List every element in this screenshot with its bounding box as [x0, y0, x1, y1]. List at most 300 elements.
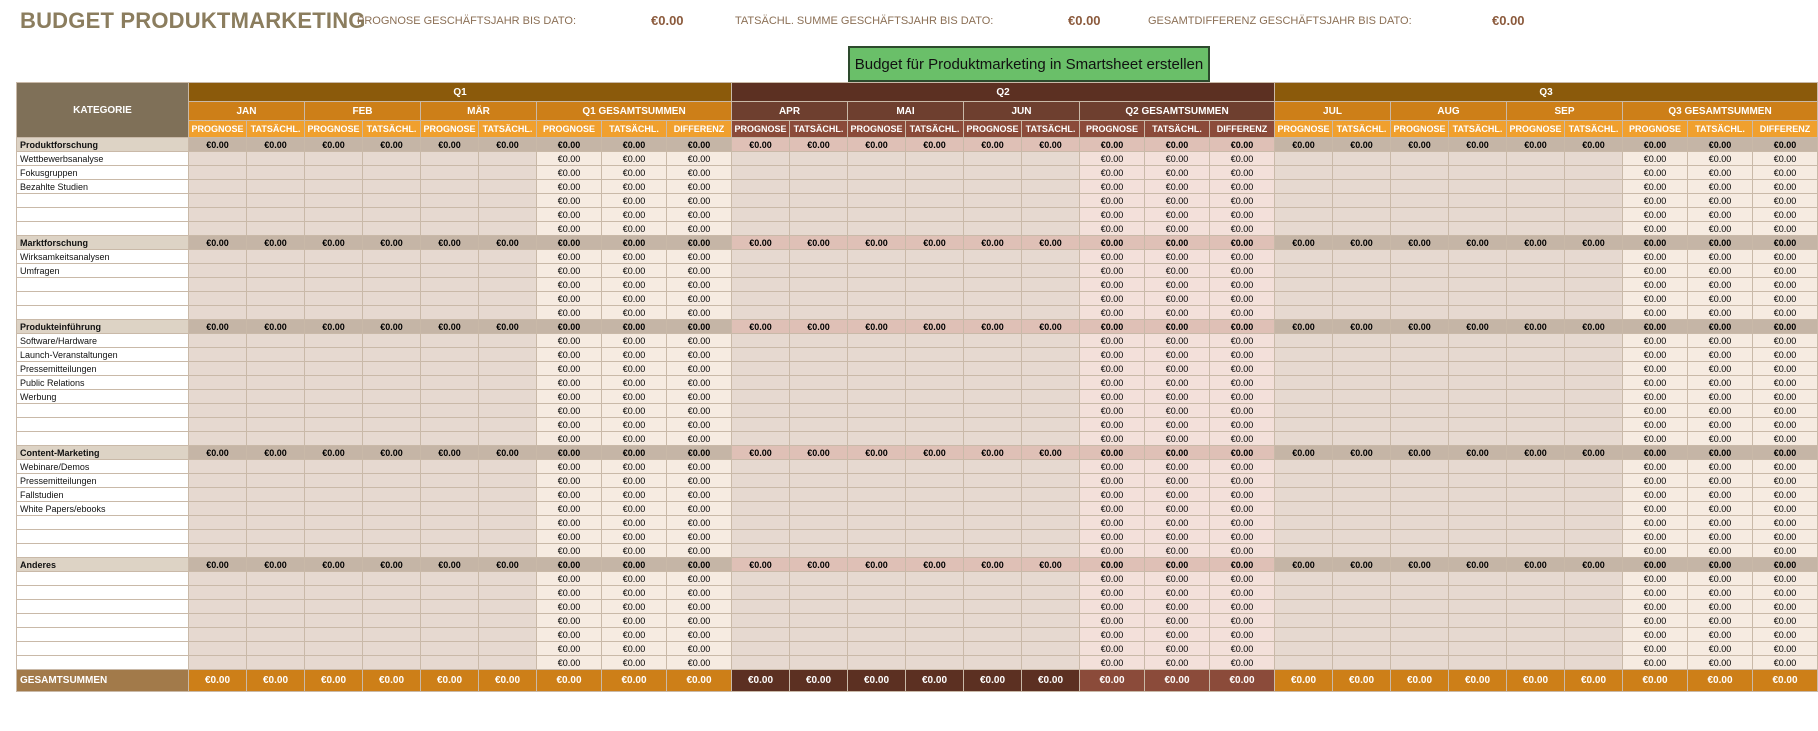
month-input-cell[interactable]: [790, 180, 848, 194]
month-input-cell[interactable]: [479, 474, 537, 488]
month-input-cell[interactable]: [1449, 264, 1507, 278]
month-input-cell[interactable]: [305, 628, 363, 642]
month-input-cell[interactable]: [247, 488, 305, 502]
month-input-cell[interactable]: [1449, 348, 1507, 362]
month-input-cell[interactable]: [1333, 222, 1391, 236]
month-input-cell[interactable]: [848, 572, 906, 586]
month-input-cell[interactable]: [189, 264, 247, 278]
category-value-cell[interactable]: €0.00: [732, 446, 790, 460]
month-input-cell[interactable]: [1507, 572, 1565, 586]
month-input-cell[interactable]: [1565, 166, 1623, 180]
month-input-cell[interactable]: [1391, 152, 1449, 166]
month-input-cell[interactable]: [1333, 418, 1391, 432]
month-input-cell[interactable]: [964, 600, 1022, 614]
month-input-cell[interactable]: [305, 362, 363, 376]
month-input-cell[interactable]: [1507, 418, 1565, 432]
category-value-cell[interactable]: €0.00: [1507, 320, 1565, 334]
month-input-cell[interactable]: [848, 292, 906, 306]
category-value-cell[interactable]: €0.00: [1449, 558, 1507, 572]
month-input-cell[interactable]: [1449, 404, 1507, 418]
category-value-cell[interactable]: €0.00: [1449, 138, 1507, 152]
month-input-cell[interactable]: [964, 516, 1022, 530]
month-input-cell[interactable]: [848, 642, 906, 656]
month-input-cell[interactable]: [732, 600, 790, 614]
month-input-cell[interactable]: [906, 208, 964, 222]
month-input-cell[interactable]: [1022, 614, 1080, 628]
month-input-cell[interactable]: [1022, 642, 1080, 656]
month-input-cell[interactable]: [1507, 502, 1565, 516]
month-input-cell[interactable]: [247, 474, 305, 488]
month-input-cell[interactable]: [732, 348, 790, 362]
month-input-cell[interactable]: [1333, 376, 1391, 390]
month-input-cell[interactable]: [189, 390, 247, 404]
category-value-cell[interactable]: €0.00: [1145, 558, 1210, 572]
month-input-cell[interactable]: [1507, 460, 1565, 474]
month-input-cell[interactable]: [479, 488, 537, 502]
category-value-cell[interactable]: €0.00: [1022, 558, 1080, 572]
month-input-cell[interactable]: [848, 544, 906, 558]
month-input-cell[interactable]: [790, 404, 848, 418]
month-input-cell[interactable]: [1333, 362, 1391, 376]
month-input-cell[interactable]: [906, 432, 964, 446]
category-value-cell[interactable]: €0.00: [1145, 446, 1210, 460]
month-input-cell[interactable]: [1391, 334, 1449, 348]
month-input-cell[interactable]: [1333, 166, 1391, 180]
month-input-cell[interactable]: [1022, 334, 1080, 348]
month-input-cell[interactable]: [363, 390, 421, 404]
month-input-cell[interactable]: [732, 376, 790, 390]
month-input-cell[interactable]: [1449, 292, 1507, 306]
month-input-cell[interactable]: [790, 586, 848, 600]
month-input-cell[interactable]: [790, 516, 848, 530]
month-input-cell[interactable]: [1565, 432, 1623, 446]
month-input-cell[interactable]: [363, 502, 421, 516]
month-input-cell[interactable]: [1449, 432, 1507, 446]
month-input-cell[interactable]: [1565, 208, 1623, 222]
category-value-cell[interactable]: €0.00: [1753, 558, 1818, 572]
month-input-cell[interactable]: [1507, 614, 1565, 628]
category-value-cell[interactable]: €0.00: [1391, 320, 1449, 334]
month-input-cell[interactable]: [479, 418, 537, 432]
month-input-cell[interactable]: [1275, 642, 1333, 656]
month-input-cell[interactable]: [732, 488, 790, 502]
month-input-cell[interactable]: [906, 628, 964, 642]
month-input-cell[interactable]: [790, 390, 848, 404]
category-value-cell[interactable]: €0.00: [247, 138, 305, 152]
month-input-cell[interactable]: [479, 152, 537, 166]
month-input-cell[interactable]: [1275, 474, 1333, 488]
month-input-cell[interactable]: [906, 418, 964, 432]
month-input-cell[interactable]: [1507, 348, 1565, 362]
month-input-cell[interactable]: [189, 572, 247, 586]
category-value-cell[interactable]: €0.00: [667, 558, 732, 572]
month-input-cell[interactable]: [1333, 488, 1391, 502]
month-input-cell[interactable]: [363, 376, 421, 390]
month-input-cell[interactable]: [479, 656, 537, 670]
month-input-cell[interactable]: [421, 180, 479, 194]
item-label[interactable]: Pressemitteilungen: [17, 474, 189, 488]
category-value-cell[interactable]: €0.00: [906, 138, 964, 152]
category-value-cell[interactable]: €0.00: [1753, 446, 1818, 460]
month-input-cell[interactable]: [363, 656, 421, 670]
month-input-cell[interactable]: [906, 586, 964, 600]
month-input-cell[interactable]: [1022, 460, 1080, 474]
month-input-cell[interactable]: [479, 362, 537, 376]
item-label[interactable]: Bezahlte Studien: [17, 180, 189, 194]
category-value-cell[interactable]: €0.00: [1145, 138, 1210, 152]
category-value-cell[interactable]: €0.00: [1623, 446, 1688, 460]
item-label[interactable]: Werbung: [17, 390, 189, 404]
category-value-cell[interactable]: €0.00: [421, 558, 479, 572]
month-input-cell[interactable]: [189, 600, 247, 614]
month-input-cell[interactable]: [848, 208, 906, 222]
month-input-cell[interactable]: [790, 488, 848, 502]
month-input-cell[interactable]: [1507, 362, 1565, 376]
month-input-cell[interactable]: [1507, 488, 1565, 502]
category-value-cell[interactable]: €0.00: [363, 558, 421, 572]
category-value-cell[interactable]: €0.00: [537, 558, 602, 572]
month-input-cell[interactable]: [1391, 656, 1449, 670]
month-input-cell[interactable]: [1333, 614, 1391, 628]
item-label[interactable]: [17, 418, 189, 432]
month-input-cell[interactable]: [1333, 180, 1391, 194]
month-input-cell[interactable]: [964, 432, 1022, 446]
category-value-cell[interactable]: €0.00: [1507, 446, 1565, 460]
month-input-cell[interactable]: [1565, 474, 1623, 488]
month-input-cell[interactable]: [1275, 502, 1333, 516]
month-input-cell[interactable]: [363, 516, 421, 530]
month-input-cell[interactable]: [790, 460, 848, 474]
category-value-cell[interactable]: €0.00: [1565, 320, 1623, 334]
month-input-cell[interactable]: [1507, 222, 1565, 236]
month-input-cell[interactable]: [1565, 194, 1623, 208]
month-input-cell[interactable]: [1565, 292, 1623, 306]
month-input-cell[interactable]: [1565, 628, 1623, 642]
month-input-cell[interactable]: [363, 166, 421, 180]
month-input-cell[interactable]: [363, 460, 421, 474]
item-label[interactable]: [17, 306, 189, 320]
category-value-cell[interactable]: €0.00: [479, 558, 537, 572]
month-input-cell[interactable]: [1391, 250, 1449, 264]
month-input-cell[interactable]: [964, 362, 1022, 376]
month-input-cell[interactable]: [1275, 628, 1333, 642]
month-input-cell[interactable]: [479, 348, 537, 362]
month-input-cell[interactable]: [1565, 460, 1623, 474]
month-input-cell[interactable]: [363, 278, 421, 292]
month-input-cell[interactable]: [790, 642, 848, 656]
month-input-cell[interactable]: [1565, 264, 1623, 278]
month-input-cell[interactable]: [189, 628, 247, 642]
month-input-cell[interactable]: [479, 432, 537, 446]
month-input-cell[interactable]: [906, 264, 964, 278]
month-input-cell[interactable]: [363, 222, 421, 236]
month-input-cell[interactable]: [421, 614, 479, 628]
category-value-cell[interactable]: €0.00: [1623, 320, 1688, 334]
month-input-cell[interactable]: [421, 292, 479, 306]
month-input-cell[interactable]: [848, 404, 906, 418]
month-input-cell[interactable]: [1275, 600, 1333, 614]
month-input-cell[interactable]: [1275, 194, 1333, 208]
month-input-cell[interactable]: [1565, 502, 1623, 516]
item-label[interactable]: [17, 278, 189, 292]
month-input-cell[interactable]: [906, 656, 964, 670]
month-input-cell[interactable]: [964, 152, 1022, 166]
month-input-cell[interactable]: [1275, 656, 1333, 670]
month-input-cell[interactable]: [1022, 600, 1080, 614]
month-input-cell[interactable]: [732, 432, 790, 446]
month-input-cell[interactable]: [1275, 362, 1333, 376]
month-input-cell[interactable]: [363, 628, 421, 642]
month-input-cell[interactable]: [1333, 152, 1391, 166]
month-input-cell[interactable]: [363, 642, 421, 656]
category-value-cell[interactable]: €0.00: [1275, 138, 1333, 152]
month-input-cell[interactable]: [247, 586, 305, 600]
month-input-cell[interactable]: [189, 348, 247, 362]
category-value-cell[interactable]: €0.00: [1022, 320, 1080, 334]
month-input-cell[interactable]: [479, 194, 537, 208]
month-input-cell[interactable]: [305, 488, 363, 502]
month-input-cell[interactable]: [421, 278, 479, 292]
month-input-cell[interactable]: [848, 474, 906, 488]
month-input-cell[interactable]: [1391, 516, 1449, 530]
item-label[interactable]: Fokusgruppen: [17, 166, 189, 180]
category-value-cell[interactable]: €0.00: [1565, 446, 1623, 460]
month-input-cell[interactable]: [1391, 488, 1449, 502]
month-input-cell[interactable]: [363, 432, 421, 446]
category-value-cell[interactable]: €0.00: [363, 320, 421, 334]
category-value-cell[interactable]: €0.00: [906, 320, 964, 334]
month-input-cell[interactable]: [1333, 656, 1391, 670]
category-value-cell[interactable]: €0.00: [247, 558, 305, 572]
month-input-cell[interactable]: [363, 334, 421, 348]
category-value-cell[interactable]: €0.00: [1507, 558, 1565, 572]
month-input-cell[interactable]: [1022, 222, 1080, 236]
item-label[interactable]: [17, 530, 189, 544]
month-input-cell[interactable]: [479, 530, 537, 544]
category-value-cell[interactable]: €0.00: [189, 320, 247, 334]
category-value-cell[interactable]: €0.00: [1080, 446, 1145, 460]
category-value-cell[interactable]: €0.00: [602, 138, 667, 152]
month-input-cell[interactable]: [1391, 474, 1449, 488]
month-input-cell[interactable]: [964, 656, 1022, 670]
category-value-cell[interactable]: €0.00: [1507, 138, 1565, 152]
category-value-cell[interactable]: €0.00: [1210, 236, 1275, 250]
category-value-cell[interactable]: €0.00: [1275, 446, 1333, 460]
month-input-cell[interactable]: [1565, 404, 1623, 418]
month-input-cell[interactable]: [1507, 390, 1565, 404]
category-value-cell[interactable]: €0.00: [1688, 236, 1753, 250]
month-input-cell[interactable]: [247, 530, 305, 544]
month-input-cell[interactable]: [421, 586, 479, 600]
month-input-cell[interactable]: [1391, 432, 1449, 446]
category-value-cell[interactable]: €0.00: [189, 446, 247, 460]
month-input-cell[interactable]: [305, 348, 363, 362]
category-value-cell[interactable]: €0.00: [1449, 320, 1507, 334]
month-input-cell[interactable]: [848, 628, 906, 642]
month-input-cell[interactable]: [1449, 572, 1507, 586]
month-input-cell[interactable]: [790, 278, 848, 292]
month-input-cell[interactable]: [906, 474, 964, 488]
month-input-cell[interactable]: [1022, 628, 1080, 642]
month-input-cell[interactable]: [305, 376, 363, 390]
month-input-cell[interactable]: [906, 488, 964, 502]
month-input-cell[interactable]: [247, 516, 305, 530]
item-label[interactable]: [17, 404, 189, 418]
month-input-cell[interactable]: [479, 390, 537, 404]
month-input-cell[interactable]: [848, 194, 906, 208]
month-input-cell[interactable]: [1275, 292, 1333, 306]
month-input-cell[interactable]: [1275, 614, 1333, 628]
month-input-cell[interactable]: [1391, 166, 1449, 180]
category-value-cell[interactable]: €0.00: [732, 558, 790, 572]
category-value-cell[interactable]: €0.00: [1080, 558, 1145, 572]
month-input-cell[interactable]: [363, 544, 421, 558]
month-input-cell[interactable]: [305, 390, 363, 404]
month-input-cell[interactable]: [964, 376, 1022, 390]
category-value-cell[interactable]: €0.00: [1507, 236, 1565, 250]
month-input-cell[interactable]: [1022, 418, 1080, 432]
category-value-cell[interactable]: €0.00: [1449, 446, 1507, 460]
month-input-cell[interactable]: [479, 614, 537, 628]
category-value-cell[interactable]: €0.00: [1080, 320, 1145, 334]
category-value-cell[interactable]: €0.00: [906, 558, 964, 572]
category-value-cell[interactable]: €0.00: [1753, 236, 1818, 250]
month-input-cell[interactable]: [1565, 586, 1623, 600]
category-value-cell[interactable]: €0.00: [363, 138, 421, 152]
month-input-cell[interactable]: [421, 334, 479, 348]
month-input-cell[interactable]: [848, 432, 906, 446]
month-input-cell[interactable]: [906, 516, 964, 530]
month-input-cell[interactable]: [964, 208, 1022, 222]
month-input-cell[interactable]: [732, 628, 790, 642]
category-value-cell[interactable]: €0.00: [305, 558, 363, 572]
month-input-cell[interactable]: [421, 516, 479, 530]
month-input-cell[interactable]: [1449, 460, 1507, 474]
month-input-cell[interactable]: [1333, 306, 1391, 320]
category-value-cell[interactable]: €0.00: [1688, 138, 1753, 152]
month-input-cell[interactable]: [1022, 306, 1080, 320]
category-value-cell[interactable]: €0.00: [790, 558, 848, 572]
month-input-cell[interactable]: [305, 418, 363, 432]
month-input-cell[interactable]: [790, 292, 848, 306]
category-value-cell[interactable]: €0.00: [602, 236, 667, 250]
month-input-cell[interactable]: [906, 278, 964, 292]
month-input-cell[interactable]: [906, 348, 964, 362]
month-input-cell[interactable]: [363, 194, 421, 208]
month-input-cell[interactable]: [479, 642, 537, 656]
month-input-cell[interactable]: [1565, 544, 1623, 558]
month-input-cell[interactable]: [247, 222, 305, 236]
month-input-cell[interactable]: [1333, 628, 1391, 642]
month-input-cell[interactable]: [964, 614, 1022, 628]
month-input-cell[interactable]: [421, 572, 479, 586]
month-input-cell[interactable]: [1333, 474, 1391, 488]
month-input-cell[interactable]: [305, 586, 363, 600]
month-input-cell[interactable]: [1022, 278, 1080, 292]
month-input-cell[interactable]: [732, 642, 790, 656]
category-value-cell[interactable]: €0.00: [1275, 558, 1333, 572]
month-input-cell[interactable]: [1022, 404, 1080, 418]
month-input-cell[interactable]: [1391, 278, 1449, 292]
month-input-cell[interactable]: [1022, 250, 1080, 264]
month-input-cell[interactable]: [189, 614, 247, 628]
month-input-cell[interactable]: [247, 152, 305, 166]
month-input-cell[interactable]: [363, 348, 421, 362]
category-value-cell[interactable]: €0.00: [1275, 236, 1333, 250]
month-input-cell[interactable]: [421, 376, 479, 390]
month-input-cell[interactable]: [1449, 166, 1507, 180]
month-input-cell[interactable]: [1275, 222, 1333, 236]
month-input-cell[interactable]: [363, 600, 421, 614]
month-input-cell[interactable]: [1333, 516, 1391, 530]
month-input-cell[interactable]: [305, 530, 363, 544]
month-input-cell[interactable]: [906, 194, 964, 208]
month-input-cell[interactable]: [189, 362, 247, 376]
category-value-cell[interactable]: €0.00: [906, 236, 964, 250]
month-input-cell[interactable]: [1449, 516, 1507, 530]
month-input-cell[interactable]: [421, 222, 479, 236]
month-input-cell[interactable]: [247, 362, 305, 376]
month-input-cell[interactable]: [247, 166, 305, 180]
month-input-cell[interactable]: [1275, 376, 1333, 390]
month-input-cell[interactable]: [479, 166, 537, 180]
category-value-cell[interactable]: €0.00: [1080, 236, 1145, 250]
month-input-cell[interactable]: [906, 502, 964, 516]
month-input-cell[interactable]: [964, 180, 1022, 194]
month-input-cell[interactable]: [305, 460, 363, 474]
month-input-cell[interactable]: [848, 586, 906, 600]
category-value-cell[interactable]: €0.00: [848, 236, 906, 250]
month-input-cell[interactable]: [732, 278, 790, 292]
category-value-cell[interactable]: €0.00: [537, 236, 602, 250]
month-input-cell[interactable]: [906, 390, 964, 404]
month-input-cell[interactable]: [247, 250, 305, 264]
month-input-cell[interactable]: [1449, 278, 1507, 292]
category-value-cell[interactable]: €0.00: [363, 446, 421, 460]
category-value-cell[interactable]: €0.00: [537, 320, 602, 334]
month-input-cell[interactable]: [790, 222, 848, 236]
month-input-cell[interactable]: [421, 544, 479, 558]
month-input-cell[interactable]: [1275, 460, 1333, 474]
month-input-cell[interactable]: [247, 572, 305, 586]
month-input-cell[interactable]: [1449, 614, 1507, 628]
month-input-cell[interactable]: [1507, 264, 1565, 278]
month-input-cell[interactable]: [732, 194, 790, 208]
month-input-cell[interactable]: [363, 586, 421, 600]
category-value-cell[interactable]: €0.00: [906, 446, 964, 460]
month-input-cell[interactable]: [247, 418, 305, 432]
month-input-cell[interactable]: [189, 586, 247, 600]
month-input-cell[interactable]: [790, 572, 848, 586]
category-value-cell[interactable]: €0.00: [1623, 236, 1688, 250]
month-input-cell[interactable]: [305, 194, 363, 208]
month-input-cell[interactable]: [479, 334, 537, 348]
month-input-cell[interactable]: [1275, 544, 1333, 558]
month-input-cell[interactable]: [189, 474, 247, 488]
month-input-cell[interactable]: [1391, 306, 1449, 320]
month-input-cell[interactable]: [363, 404, 421, 418]
category-value-cell[interactable]: €0.00: [1688, 320, 1753, 334]
month-input-cell[interactable]: [906, 544, 964, 558]
item-label[interactable]: [17, 432, 189, 446]
month-input-cell[interactable]: [189, 306, 247, 320]
month-input-cell[interactable]: [790, 306, 848, 320]
category-value-cell[interactable]: €0.00: [363, 236, 421, 250]
category-value-cell[interactable]: €0.00: [1333, 446, 1391, 460]
month-input-cell[interactable]: [964, 334, 1022, 348]
month-input-cell[interactable]: [1333, 404, 1391, 418]
month-input-cell[interactable]: [964, 390, 1022, 404]
